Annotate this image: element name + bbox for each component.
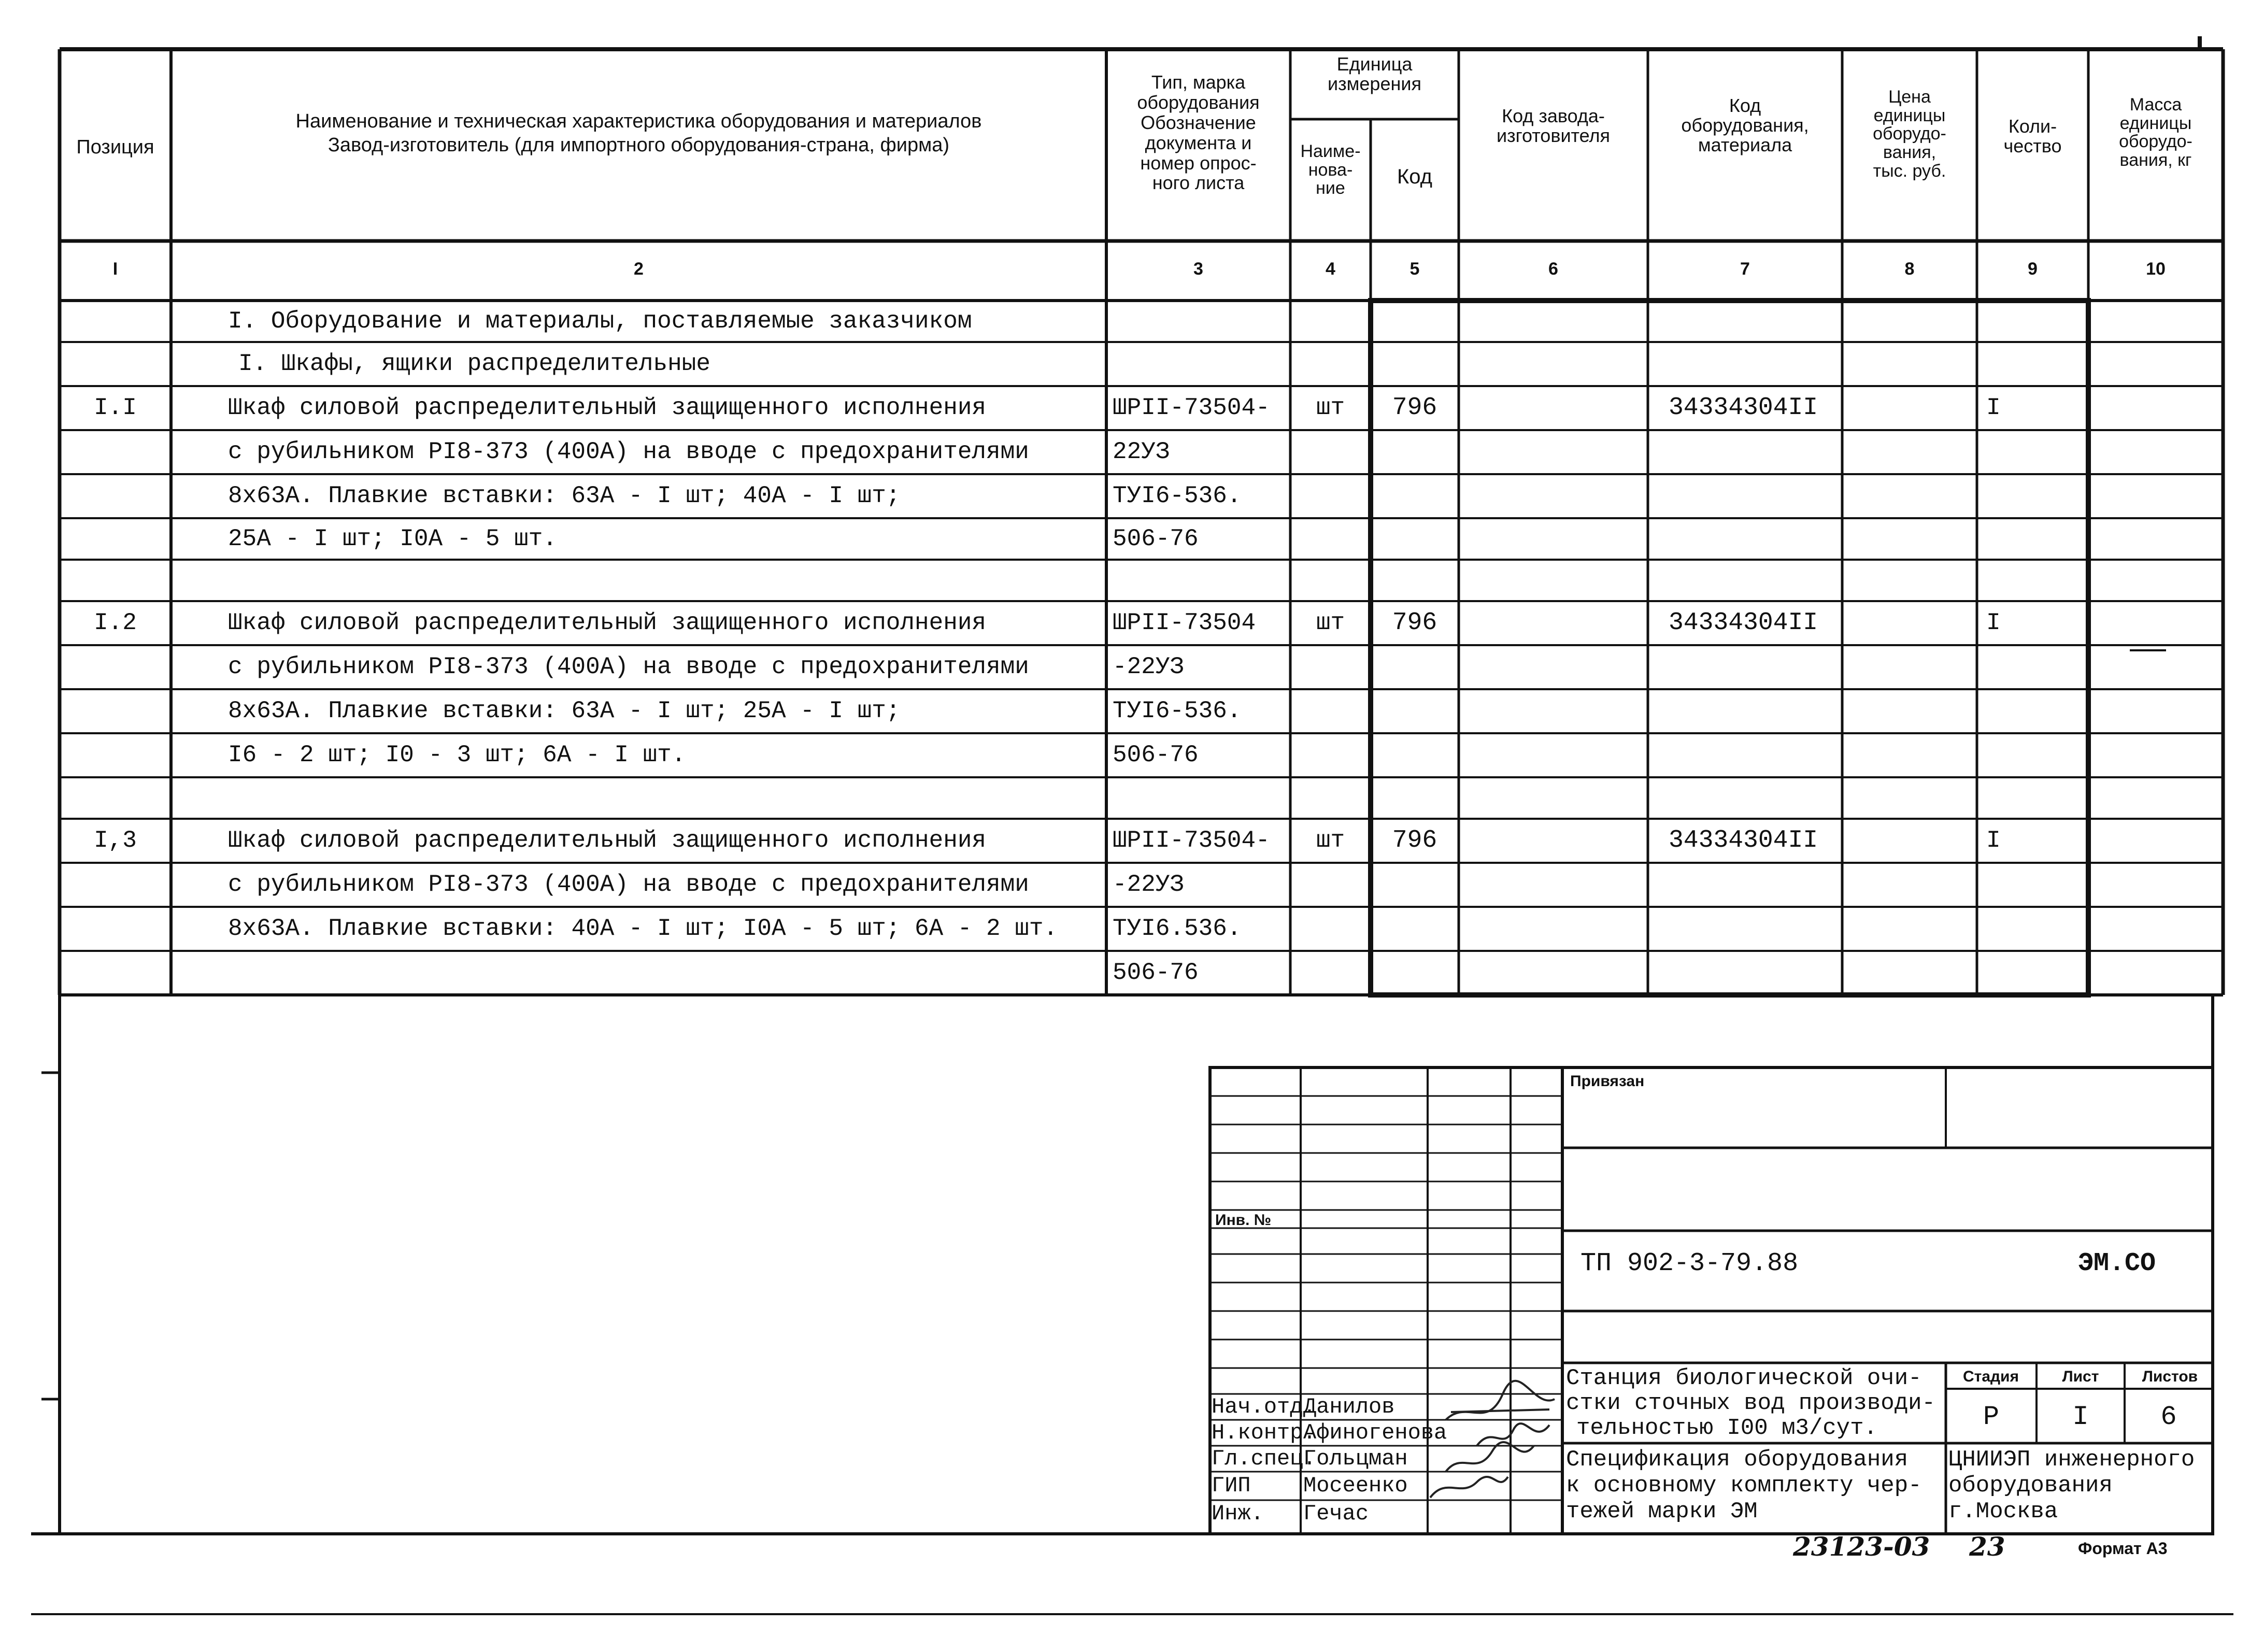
cell-name: 8x63A. Плавкие вставки: 63A - I шт; 40A - I шт; xyxy=(228,482,901,509)
header-unitname-l3: ние xyxy=(1316,178,1345,198)
sig-role-4: ГИП xyxy=(1212,1473,1251,1498)
cell-plant xyxy=(1459,733,1648,777)
sig-role-1: Нач.отд. xyxy=(1212,1394,1316,1419)
cell-unit xyxy=(1290,518,1371,560)
cell-type: ШРII-73504- xyxy=(1113,394,1270,421)
header-mat-l1: Код xyxy=(1729,95,1761,116)
cell-name xyxy=(171,560,1106,601)
tb-sheet-title xyxy=(1566,1447,1922,1525)
header-unit-group xyxy=(1290,54,1459,94)
cell-code: 796 xyxy=(1392,609,1437,637)
cell-mat xyxy=(1648,518,1842,560)
cell-price xyxy=(1842,601,1977,645)
header-unit-l1: Единица xyxy=(1336,53,1413,75)
cell-qty xyxy=(1977,518,2088,560)
cell-type xyxy=(1106,777,1290,819)
cell-code xyxy=(1371,474,1459,518)
sig-name-1: Данилов xyxy=(1303,1394,1395,1419)
cell-type: ТУI6-536. xyxy=(1113,697,1242,724)
colnum-4: 4 xyxy=(1326,259,1335,279)
cell-code xyxy=(1371,689,1459,733)
cell-price xyxy=(1842,777,1977,819)
cell-price xyxy=(1842,560,1977,601)
colnum-2: 2 xyxy=(634,259,644,279)
cell-type xyxy=(1106,560,1290,601)
header-mat-l3: материала xyxy=(1698,134,1792,155)
tb-org-l2: оборудования xyxy=(1948,1473,2113,1499)
cell-mass xyxy=(2088,777,2223,819)
tb-inv-no: Инв. № xyxy=(1215,1212,1272,1229)
cell-name: с рубильником PI8-373 (400A) на вводе с предохранителями xyxy=(228,653,1029,680)
header-mass-l3: оборудо- xyxy=(2119,132,2192,152)
header-mass xyxy=(2088,96,2223,170)
cell-pos xyxy=(60,560,171,601)
tb-mark: ЭМ.СО xyxy=(2078,1249,2156,1278)
cell-unit: шт xyxy=(1316,394,1345,421)
cell-qty: I xyxy=(1986,827,2001,854)
header-type-l3: Обозначение xyxy=(1141,111,1256,133)
cell-mass xyxy=(2088,819,2223,863)
cell-name: 8x63A. Плавкие вставки: 40A - I шт; I0A - 5 шт; 6A - 2 шт. xyxy=(228,915,1058,942)
cell-name: I. Оборудование и материалы, поставляемые заказчиком xyxy=(228,308,972,335)
archive-number: 23123-03 xyxy=(1793,1531,1930,1562)
cell-name: 25A - I шт; I0A - 5 шт. xyxy=(228,525,557,552)
tb-sheet: I xyxy=(2072,1402,2089,1432)
cell-plant xyxy=(1459,386,1648,430)
header-mass-l1: Масса xyxy=(2129,95,2182,115)
cell-qty xyxy=(1977,342,2088,386)
cell-mass xyxy=(2088,601,2223,645)
cell-type xyxy=(1106,342,1290,386)
header-mass-l2: единицы xyxy=(2119,113,2192,133)
cell-code xyxy=(1371,645,1459,689)
cell-plant xyxy=(1459,819,1648,863)
cell-pos: I.2 xyxy=(94,609,137,636)
cell-mass xyxy=(2088,863,2223,907)
cell-type: -22УЗ xyxy=(1113,871,1185,898)
header-name-line1: Наименование и техническая характеристика оборудования и материалов xyxy=(295,110,982,132)
cell-unit xyxy=(1290,733,1371,777)
cell-code xyxy=(1371,301,1459,342)
tb-stage-label: Стадия xyxy=(1962,1368,2019,1385)
header-qty-l1: Коли- xyxy=(2008,116,2057,137)
tb-sheet-label: Лист xyxy=(2062,1368,2099,1385)
cell-mat xyxy=(1648,777,1842,819)
header-type-l1: Тип, марка xyxy=(1151,72,1246,93)
cell-unit xyxy=(1290,301,1371,342)
cell-plant xyxy=(1459,301,1648,342)
cell-qty xyxy=(1977,951,2088,995)
cell-mass xyxy=(2088,430,2223,474)
tb-project-title xyxy=(1566,1366,1935,1441)
cell-price xyxy=(1842,430,1977,474)
cell-plant xyxy=(1459,560,1648,601)
cell-pos: I,3 xyxy=(94,827,137,854)
tb-project-l2: стки сточных вод производи- xyxy=(1566,1390,1935,1416)
cell-pos xyxy=(60,474,171,518)
cell-pos xyxy=(60,342,171,386)
cell-qty xyxy=(1977,474,2088,518)
header-unitname-l2: нова- xyxy=(1308,160,1353,180)
cell-unit: шт xyxy=(1316,827,1345,854)
tb-designation: ТП 902-3-79.88 xyxy=(1580,1249,1799,1278)
header-mat-l2: оборудования, xyxy=(1681,114,1809,136)
cell-code: 796 xyxy=(1392,827,1437,855)
header-price xyxy=(1842,88,1977,180)
cell-code xyxy=(1371,342,1459,386)
cell-unit xyxy=(1290,907,1371,951)
tb-sheets: 6 xyxy=(2160,1402,2177,1432)
cell-name: с рубильником PI8-373 (400A) на вводе с предохранителями xyxy=(228,871,1029,898)
tb-sheettitle-l3: тежей марки ЭМ xyxy=(1566,1499,1758,1525)
cell-name: Шкаф силовой распределительный защищенного исполнения xyxy=(228,827,987,854)
sig-role-2: Н.контр. xyxy=(1212,1420,1316,1445)
cell-name: I6 - 2 шт; I0 - 3 шт; 6A - I шт. xyxy=(228,742,686,768)
cell-code xyxy=(1371,733,1459,777)
cell-unit xyxy=(1290,474,1371,518)
header-unit-name xyxy=(1290,143,1371,198)
cell-mat xyxy=(1648,907,1842,951)
sig-role-3: Гл.спец. xyxy=(1212,1446,1316,1471)
cell-qty xyxy=(1977,907,2088,951)
cell-name: I. Шкафы, ящики распределительные xyxy=(238,350,710,377)
cell-mat: 34334304II xyxy=(1669,609,1818,637)
cell-price xyxy=(1842,386,1977,430)
cell-code: 796 xyxy=(1392,394,1437,422)
cell-code xyxy=(1371,430,1459,474)
cell-plant xyxy=(1459,777,1648,819)
cell-plant xyxy=(1459,518,1648,560)
format-label: Формат А3 xyxy=(2078,1539,2168,1558)
cell-mat xyxy=(1648,951,1842,995)
cell-code xyxy=(1371,863,1459,907)
header-material-code xyxy=(1648,96,1842,154)
header-name-line2: Завод-изготовитель (для импортного оборудования-страна, фирма) xyxy=(328,134,950,156)
cell-code xyxy=(1371,560,1459,601)
cell-qty xyxy=(1977,777,2088,819)
header-plant-l2: изготовителя xyxy=(1497,124,1610,146)
colnum-10: 10 xyxy=(2146,259,2166,279)
cell-mass xyxy=(2088,689,2223,733)
cell-mat xyxy=(1648,342,1842,386)
cell-unit xyxy=(1290,430,1371,474)
header-price-l2: единицы xyxy=(1873,105,1946,125)
header-type-l2: оборудования xyxy=(1137,91,1260,113)
tb-sheettitle-l1: Спецификация оборудования xyxy=(1566,1447,1909,1473)
archive-sheet: 23 xyxy=(1969,1531,2005,1562)
cell-name: с рубильником PI8-373 (400A) на вводе с предохранителями xyxy=(228,438,1029,465)
header-unitname-l1: Наиме- xyxy=(1300,141,1361,161)
header-qty-l2: чество xyxy=(2003,135,2062,156)
cell-unit xyxy=(1290,560,1371,601)
cell-mat: 34334304II xyxy=(1669,394,1818,422)
colnum-3: 3 xyxy=(1193,259,1203,279)
cell-mat: 34334304II xyxy=(1669,827,1818,855)
cell-pos xyxy=(60,951,171,995)
cell-mass xyxy=(2088,474,2223,518)
cell-plant xyxy=(1459,601,1648,645)
cell-pos xyxy=(60,518,171,560)
cell-unit xyxy=(1290,689,1371,733)
cell-name xyxy=(171,777,1106,819)
cell-mass xyxy=(2088,951,2223,995)
cell-unit xyxy=(1290,863,1371,907)
cell-plant xyxy=(1459,430,1648,474)
cell-unit: шт xyxy=(1316,609,1345,636)
cell-mass xyxy=(2088,907,2223,951)
tb-stage: Р xyxy=(1983,1402,2000,1432)
header-price-l1: Цена xyxy=(1888,87,1931,107)
cell-unit xyxy=(1290,645,1371,689)
header-quantity xyxy=(1977,117,2088,156)
cell-pos xyxy=(60,733,171,777)
header-price-l4: вания, xyxy=(1883,143,1936,163)
cell-price xyxy=(1842,474,1977,518)
cell-code xyxy=(1371,907,1459,951)
tb-project-l3: тельностью I00 м3/сут. xyxy=(1576,1415,1877,1441)
cell-mat xyxy=(1648,645,1842,689)
cell-mass xyxy=(2088,560,2223,601)
cell-mat xyxy=(1648,301,1842,342)
cell-pos xyxy=(60,907,171,951)
cell-pos xyxy=(60,430,171,474)
cell-mass xyxy=(2088,733,2223,777)
cell-price xyxy=(1842,907,1977,951)
cell-type: 22УЗ xyxy=(1113,438,1170,465)
cell-mat xyxy=(1648,474,1842,518)
cell-name xyxy=(171,951,1106,995)
tb-sheets-label: Листов xyxy=(2142,1368,2198,1385)
cell-code xyxy=(1371,518,1459,560)
cell-unit xyxy=(1290,342,1371,386)
cell-pos: I.I xyxy=(94,394,137,421)
colnum-6: 6 xyxy=(1548,259,1558,279)
cell-type: 506-76 xyxy=(1113,959,1199,986)
sig-name-5: Гечас xyxy=(1303,1501,1369,1526)
tb-project-l1: Станция биологической очи- xyxy=(1566,1365,1922,1391)
colnum-8: 8 xyxy=(1904,259,1915,279)
cell-name: Шкаф силовой распределительный защищенного исполнения xyxy=(228,394,987,421)
cell-pos xyxy=(60,689,171,733)
sig-name-4: Мосеенко xyxy=(1303,1473,1408,1498)
cell-mass xyxy=(2088,386,2223,430)
header-name xyxy=(171,111,1106,156)
cell-plant xyxy=(1459,951,1648,995)
tb-organization xyxy=(1948,1447,2195,1525)
cell-name: 8x63A. Плавкие вставки: 63A - I шт; 25A - I шт; xyxy=(228,697,901,724)
cell-qty xyxy=(1977,560,2088,601)
cell-code xyxy=(1371,951,1459,995)
cell-pos xyxy=(60,301,171,342)
cell-mass xyxy=(2088,342,2223,386)
tb-sheettitle-l2: к основному комплекту чер- xyxy=(1566,1473,1922,1499)
header-type-l6: ного листа xyxy=(1152,172,1245,194)
cell-qty xyxy=(1977,430,2088,474)
cell-price xyxy=(1842,342,1977,386)
header-unit-l2: измерения xyxy=(1328,73,1421,94)
cell-code xyxy=(1371,777,1459,819)
cell-pos xyxy=(60,863,171,907)
header-mass-l4: вания, кг xyxy=(2119,150,2192,170)
cell-type: ШРII-73504 xyxy=(1113,609,1256,636)
cell-qty xyxy=(1977,733,2088,777)
signature-marks xyxy=(1430,1381,1555,1498)
header-plant-l1: Код завода- xyxy=(1502,105,1605,126)
cell-plant xyxy=(1459,342,1648,386)
cell-type: ТУI6.536. xyxy=(1113,915,1242,942)
sig-name-3: Гольцман xyxy=(1303,1446,1408,1471)
sig-role-5: Инж. xyxy=(1212,1501,1264,1526)
cell-qty xyxy=(1977,645,2088,689)
cell-mass xyxy=(2088,518,2223,560)
colnum-5: 5 xyxy=(1409,259,1420,279)
cell-price xyxy=(1842,689,1977,733)
cell-unit xyxy=(1290,951,1371,995)
cell-type: -22УЗ xyxy=(1113,653,1185,680)
cell-plant xyxy=(1459,689,1648,733)
tb-org-l3: г.Москва xyxy=(1948,1499,2058,1525)
cell-plant xyxy=(1459,474,1648,518)
cell-mat xyxy=(1648,430,1842,474)
cell-mat xyxy=(1648,689,1842,733)
header-price-l5: тыс. руб. xyxy=(1873,161,1946,181)
header-position: Позиция xyxy=(76,136,154,158)
header-type xyxy=(1106,73,1290,193)
cell-type: 506-76 xyxy=(1113,525,1199,552)
cell-price xyxy=(1842,301,1977,342)
cell-qty xyxy=(1977,689,2088,733)
cell-mat xyxy=(1648,863,1842,907)
cell-type: ШРII-73504- xyxy=(1113,827,1270,854)
cell-mass xyxy=(2088,645,2223,689)
cell-mat xyxy=(1648,560,1842,601)
cell-price xyxy=(1842,819,1977,863)
cell-pos xyxy=(60,777,171,819)
cell-qty: I xyxy=(1986,394,2001,421)
colnum-7: 7 xyxy=(1740,259,1750,279)
cell-price xyxy=(1842,951,1977,995)
cell-plant xyxy=(1459,907,1648,951)
sig-name-2: Афиногенова xyxy=(1303,1420,1447,1445)
header-type-l5: номер опрос- xyxy=(1140,152,1257,174)
cell-type: ТУI6-536. xyxy=(1113,482,1242,509)
colnum-9: 9 xyxy=(2028,259,2038,279)
cell-type: 506-76 xyxy=(1113,742,1199,768)
cell-name: Шкаф силовой распределительный защищенного исполнения xyxy=(228,609,987,636)
cell-plant xyxy=(1459,863,1648,907)
tb-org-l1: ЦНИИЭП инженерного xyxy=(1948,1447,2195,1473)
header-type-l4: документа и xyxy=(1145,132,1252,153)
cell-qty xyxy=(1977,301,2088,342)
cell-qty xyxy=(1977,863,2088,907)
cell-mat xyxy=(1648,733,1842,777)
cell-price xyxy=(1842,733,1977,777)
cell-type xyxy=(1106,301,1290,342)
header-plant-code xyxy=(1459,106,1648,146)
cell-price xyxy=(1842,863,1977,907)
cell-price xyxy=(1842,518,1977,560)
cell-plant xyxy=(1459,645,1648,689)
cell-qty: I xyxy=(1986,609,2001,636)
tb-privyazan: Привязан xyxy=(1570,1073,1645,1090)
cell-price xyxy=(1842,645,1977,689)
cell-pos xyxy=(60,645,171,689)
header-price-l3: оборудо- xyxy=(1873,124,1946,144)
colnum-1: I xyxy=(112,259,118,279)
cell-unit xyxy=(1290,777,1371,819)
cell-mass xyxy=(2088,301,2223,342)
header-unit-code: Код xyxy=(1397,165,1432,188)
